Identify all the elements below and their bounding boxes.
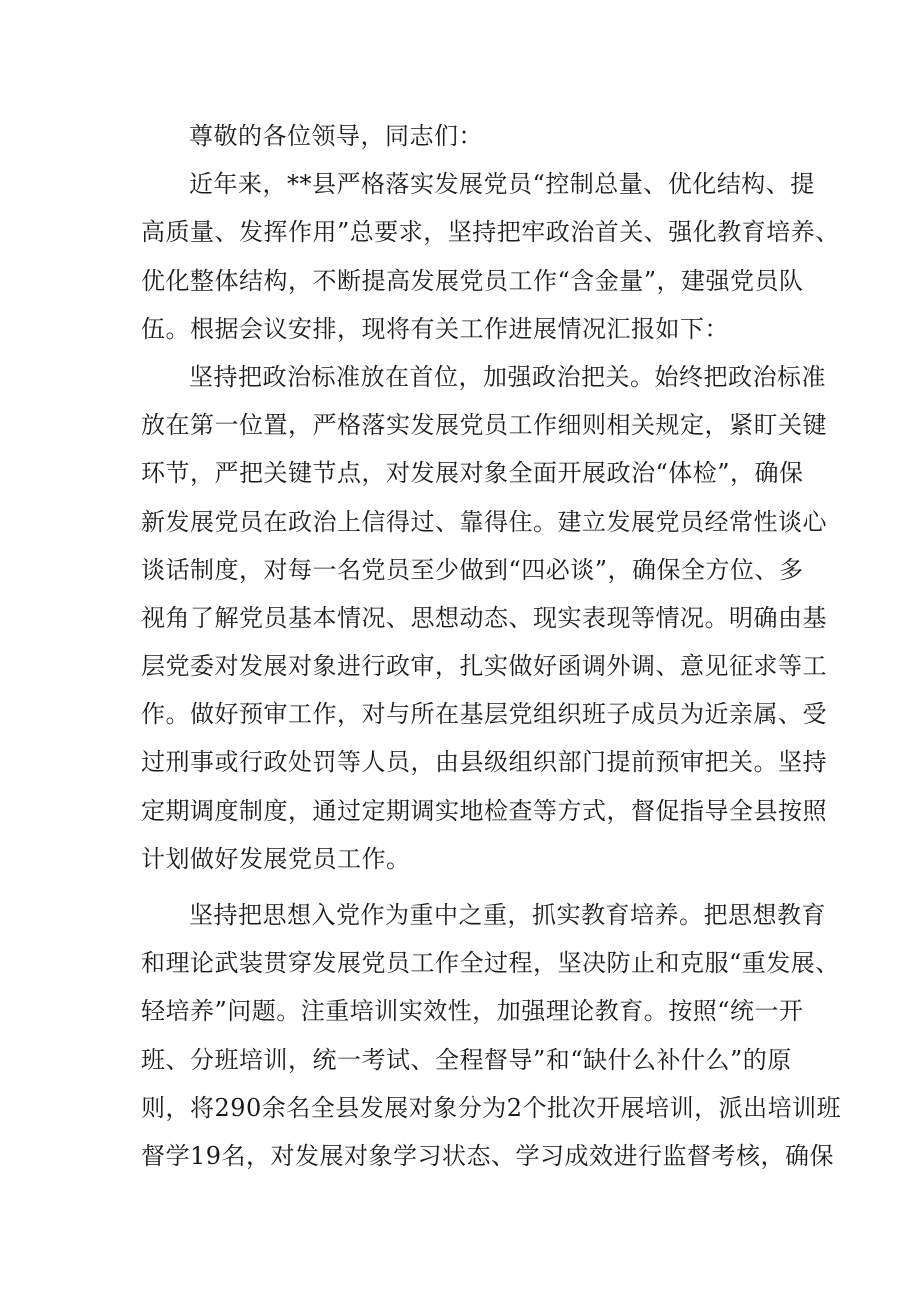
text-line: 则，将290余名全县发展对象分为2个批次开展培训，派出培训班 <box>141 1093 842 1122</box>
text-line: 班、分班培训，统一考试、全程督导”和“缺什么补什么”的原 <box>141 1045 792 1074</box>
text-line: 视角了解党员基本情况、思想动态、现实表现等情况。明确由基 <box>141 603 827 632</box>
paragraph-political-standard <box>141 353 827 883</box>
text-line: 督学19名，对发展对象学习状态、学习成效进行监督考核，确保 <box>141 1141 835 1170</box>
text-line: 层党委对发展对象进行政审，扎实做好函调外调、意见征求等工 <box>141 652 827 681</box>
text-line: 近年来，**县严格落实发展党员“控制总量、优化结构、提 <box>189 170 815 199</box>
text-line: 优化整体结构，不断提高发展党员工作“含金量”，建强党员队 <box>141 266 804 295</box>
text-line: 作。做好预审工作，对与所在基层党组织班子成员为近亲属、受 <box>141 700 827 729</box>
text-line: 坚持把思想入党作为重中之重，抓实教育培养。把思想教育 <box>189 901 826 929</box>
text-line: 放在第一位置，严格落实发展党员工作细则相关规定，紧盯关键 <box>141 411 827 440</box>
text-line: 坚持把政治标准放在首位，加强政治把关。始终把政治标准 <box>189 362 826 391</box>
text-line: 谈话制度，对每一名党员至少做到“四必谈”，确保全方位、多 <box>141 555 804 584</box>
text-line: 定期调度制度，通过定期调实地检查等方式，督促指导全县按照 <box>141 796 827 825</box>
greeting-line: 尊敬的各位领导，同志们： <box>189 122 483 150</box>
text-line: 和理论武装贯穿发展党员工作全过程，坚决防止和克服“重发展、 <box>141 949 840 978</box>
document-body <box>141 112 842 1180</box>
paragraph-intro <box>141 160 840 353</box>
text-line: 轻培养”问题。注重培训实效性，加强理论教育。按照“统一开 <box>141 997 804 1026</box>
text-line: 环节，严把关键节点，对发展对象全面开展政治“体检”，确保 <box>141 459 804 488</box>
paragraph-spacer <box>141 883 786 891</box>
paragraph-ideological-education <box>141 891 842 1180</box>
text-line: 伍。根据会议安排，现将有关工作进展情况汇报如下： <box>141 314 729 343</box>
text-line: 计划做好发展党员工作。 <box>141 844 411 873</box>
text-line: 过刑事或行政处罚等人员，由县级组织部门提前预审把关。坚持 <box>141 748 827 777</box>
text-line: 高质量、发挥作用”总要求，坚持把牢政治首关、强化教育培养、 <box>141 218 840 247</box>
text-line: 新发展党员在政治上信得过、靠得住。建立发展党员经常性谈心 <box>141 507 827 536</box>
